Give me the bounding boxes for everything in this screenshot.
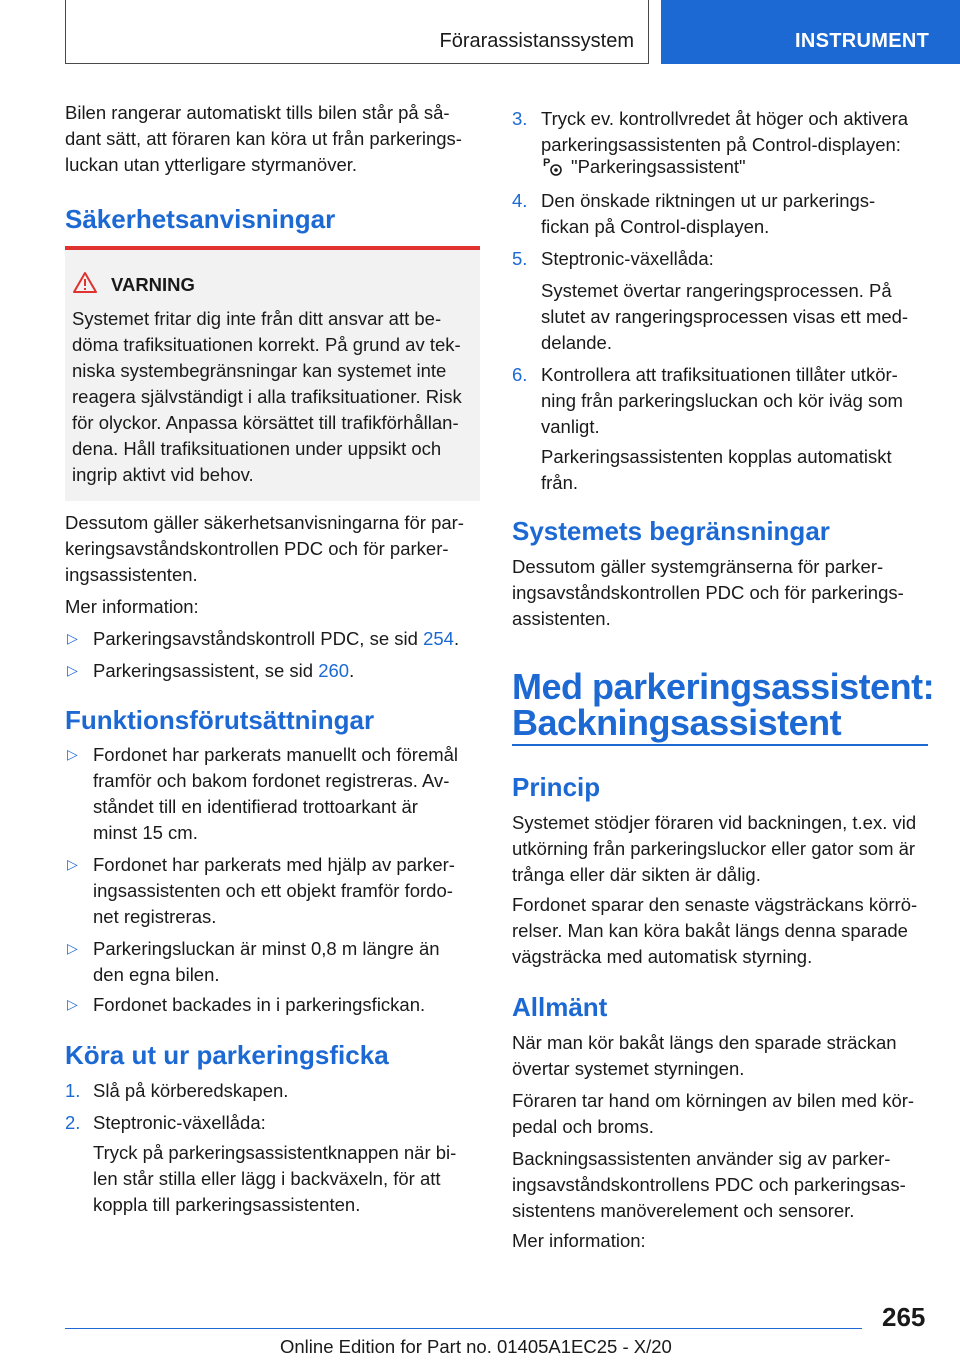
general-line: övertar systemet styrningen. <box>512 1058 745 1079</box>
condition-line: minst 15 cm. <box>93 822 198 843</box>
general-line: När man kör bakåt längs den sparade sträckan <box>512 1032 897 1053</box>
warning-line-7: ingrip aktivt vid behov. <box>72 464 254 485</box>
warning-line-6: dena. Håll trafiksituationen under uppsikt och <box>72 438 442 459</box>
more-info-label: Mer information: <box>512 1230 646 1251</box>
step-text: Kontrollera att trafiksituationen tillåter utkör- <box>541 364 898 385</box>
header-chapter-tab <box>661 0 960 64</box>
bullet-triangle-icon: ▷ <box>67 746 78 762</box>
main-heading-line-2: Backningsassistent <box>512 702 842 743</box>
principle-line: Fordonet sparar den senaste vägsträckans körrö- <box>512 894 918 915</box>
principle-heading: Princip <box>512 772 601 802</box>
condition-line: Fordonet backades in i parkeringsfickan. <box>93 994 426 1015</box>
principle-line: trånga eller där sikten är dålig. <box>512 864 761 885</box>
general-line: pedal och broms. <box>512 1116 654 1137</box>
condition-line: Parkeringsluckan är minst 0,8 m längre än <box>93 938 440 959</box>
warning-line-5: för olyckor. Anpassa körsättet till trafikförhållan- <box>72 412 459 433</box>
step-number: 1. <box>65 1080 81 1101</box>
warning-line-2: döma trafiksituationen korrekt. På grund av tek- <box>72 334 461 355</box>
principle-line: Systemet stödjer föraren vid backningen, t.ex. vid <box>512 812 917 833</box>
principle-line: utkörning från parkeringsluckor eller gator som är <box>512 838 916 859</box>
more-info-label: Mer information: <box>65 596 199 617</box>
step-detail: delande. <box>541 332 612 353</box>
warning-triangle-icon <box>72 271 98 294</box>
step-detail: slutet av rangeringsprocessen visas ett med- <box>541 306 909 327</box>
step-text: Steptronic-växellåda: <box>541 248 714 269</box>
warning-line-3: niska systembegränsningar kan systemet inte <box>72 360 447 381</box>
limits-line: ingsavståndskontrollen PDC och för parkerings- <box>512 582 904 603</box>
page-number: 265 <box>882 1302 926 1332</box>
safety-heading: Säkerhetsanvisningar <box>65 204 336 234</box>
step-number: 3. <box>512 108 528 129</box>
general-line: sistentens manöverelement och sensorer. <box>512 1200 855 1221</box>
condition-line: ståndet till en identifierad trottoarkant är <box>93 796 418 817</box>
bullet-triangle-icon: ▷ <box>67 856 78 872</box>
condition-line: Fordonet har parkerats manuellt och föremål <box>93 744 459 765</box>
step-text: ning från parkeringsluckan och kör iväg som <box>541 390 903 411</box>
general-line: ingsavståndskontrollens PDC och parkeringsas- <box>512 1174 906 1195</box>
step-text: vanligt. <box>541 416 600 437</box>
step-number: 6. <box>512 364 528 385</box>
warning-line-1: Systemet fritar dig inte från ditt ansvar att be- <box>72 308 442 329</box>
main-heading-line-1: Med parkeringsassistent: <box>512 666 935 707</box>
step-text: Slå på körberedskapen. <box>93 1080 289 1101</box>
intro-line-1: Bilen rangerar automatiskt tills bilen står på så- <box>65 102 450 123</box>
limits-line: Dessutom gäller systemgränserna för parker- <box>512 556 884 577</box>
warning-line-4: reagera självständigt i alla trafiksituationer. Risk <box>72 386 462 407</box>
step-text: Den önskade riktningen ut ur parkerings- <box>541 190 876 211</box>
step-detail: koppla till parkeringsassistenten. <box>93 1194 361 1215</box>
intro-line-2: dant sätt, att föraren kan köra ut från parkerings- <box>65 128 462 149</box>
reference-item: Parkeringsassistent, se sid 260. <box>93 660 355 681</box>
chapter-title: INSTRUMENT <box>795 30 930 52</box>
parking-assistant-icon <box>542 155 564 177</box>
step-text: Tryck ev. kontrollvredet åt höger och aktivera <box>541 108 909 129</box>
bullet-triangle-icon: ▷ <box>67 940 78 956</box>
header-section-tab <box>65 0 649 64</box>
condition-line: ingsassistenten och ett objekt framför fordo- <box>93 880 453 901</box>
page-link-260[interactable]: 260 <box>318 660 350 681</box>
step-text: Steptronic-växellåda: <box>93 1112 266 1133</box>
func-heading: Funktionsförutsättningar <box>65 705 375 735</box>
drive-heading: Köra ut ur parkeringsficka <box>65 1040 389 1070</box>
limits-heading: Systemets begränsningar <box>512 516 830 546</box>
svg-text:P: P <box>543 157 551 169</box>
condition-line: den egna bilen. <box>93 964 220 985</box>
step-number: 5. <box>512 248 528 269</box>
footer-edition: Online Edition for Part no. 01405A1EC25 - X/20 <box>280 1336 672 1357</box>
also-line-1: Dessutom gäller säkerhetsanvisningarna för par- <box>65 512 464 533</box>
limits-line: assistenten. <box>512 608 611 629</box>
also-line-3: ingsassistenten. <box>65 564 198 585</box>
step-number: 4. <box>512 190 528 211</box>
step-text: parkeringsassistenten på Control-displayen: <box>541 134 901 155</box>
bullet-triangle-icon: ▷ <box>67 630 78 646</box>
step-detail: Parkeringsassistenten kopplas automatiskt <box>541 446 892 467</box>
principle-line: relser. Man kan köra bakåt längs denna sparade <box>512 920 908 941</box>
heading-rule <box>512 744 928 746</box>
step-detail: Systemet övertar rangeringsprocessen. På <box>541 280 892 301</box>
condition-line: framför och bakom fordonet registreras. Av- <box>93 770 450 791</box>
general-heading: Allmänt <box>512 992 608 1022</box>
footer-rule <box>65 1328 862 1329</box>
warning-title: VARNING <box>111 274 195 295</box>
section-title: Förarassistanssystem <box>439 30 634 52</box>
intro-line-3: luckan utan ytterligare styrmanöver. <box>65 154 358 175</box>
principle-line: vägsträcka med automatisk styrning. <box>512 946 813 967</box>
also-line-2: keringsavståndskontrollen PDC och för parker- <box>65 538 449 559</box>
bullet-triangle-icon: ▷ <box>67 662 78 678</box>
step-detail: från. <box>541 472 579 493</box>
general-line: Föraren tar hand om körningen av bilen med kör- <box>512 1090 915 1111</box>
step-detail: len står stilla eller lägg i backväxeln, för att <box>93 1168 441 1189</box>
step-text: fickan på Control-displayen. <box>541 216 770 237</box>
reference-item: Parkeringsavståndskontroll PDC, se sid 254. <box>93 628 460 649</box>
step-number: 2. <box>65 1112 81 1133</box>
menu-item-text: "Parkeringsassistent" <box>571 156 746 177</box>
bullet-triangle-icon: ▷ <box>67 996 78 1012</box>
general-line: Backningsassistenten använder sig av parker- <box>512 1148 891 1169</box>
condition-line: net registreras. <box>93 906 217 927</box>
step-detail: Tryck på parkeringsassistentknappen när bi- <box>93 1142 457 1163</box>
condition-line: Fordonet har parkerats med hjälp av parker- <box>93 854 455 875</box>
page-link-254[interactable]: 254 <box>423 628 454 649</box>
